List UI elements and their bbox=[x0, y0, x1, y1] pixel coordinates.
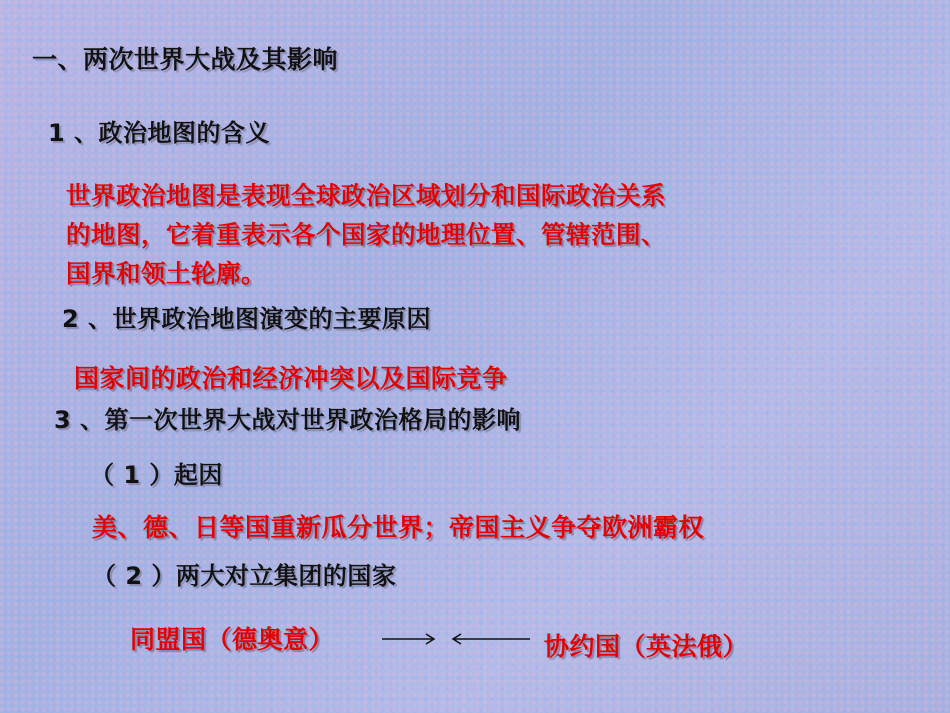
allied-powers-label: 协约国（英法俄） bbox=[544, 632, 749, 661]
definition-line: 国界和领土轮廓。 bbox=[66, 259, 266, 288]
definition-line: 的地图，它着重表示各个国家的地理位置、管辖范围、 bbox=[66, 220, 666, 249]
section-1-title: 1 、政治地图的含义 bbox=[48, 119, 271, 147]
main-heading: 一、两次世界大战及其影响 bbox=[32, 45, 339, 74]
cause-subtitle: （ 1 ）起因 bbox=[90, 461, 223, 489]
cause-answer: 美、德、日等国重新瓜分世界；帝国主义争夺欧洲霸权 bbox=[92, 513, 705, 542]
arrow-right-icon bbox=[381, 632, 439, 646]
alliances-subtitle: （ 2 ）两大对立集团的国家 bbox=[92, 562, 397, 590]
section-1-definition bbox=[66, 176, 666, 293]
definition-line: 世界政治地图是表现全球政治区域划分和国际政治关系 bbox=[66, 181, 666, 210]
arrow-left-icon bbox=[449, 632, 531, 646]
section-2-title: 2 、世界政治地图演变的主要原因 bbox=[62, 305, 432, 333]
section-3-title: 3 、第一次世界大战对世界政治格局的影响 bbox=[54, 406, 522, 434]
central-powers-label: 同盟国（德奥意） bbox=[130, 625, 335, 654]
section-2-answer: 国家间的政治和经济冲突以及国际竞争 bbox=[74, 364, 508, 393]
